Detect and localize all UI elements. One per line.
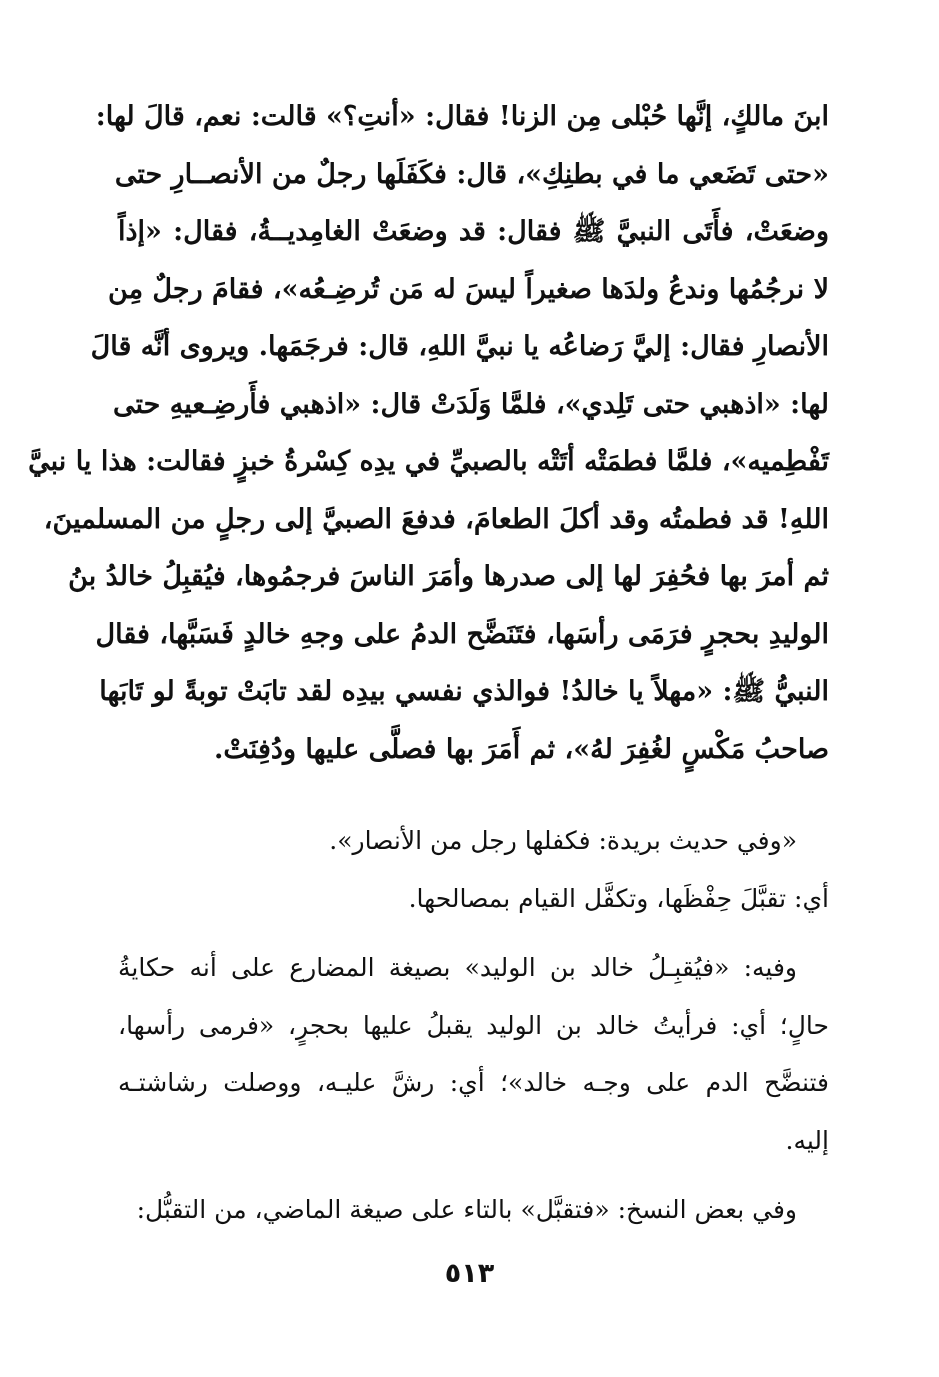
spacer bbox=[118, 778, 829, 812]
hadith-line: ثم أمرَ بها فحُفِرَ لها إلى صدرها وأمَرَ الناسَ فرجمُوها، فيُقبِلُ خالدُ بنُ bbox=[68, 561, 829, 592]
spacer bbox=[118, 927, 829, 939]
commentary-line: حالٍ؛ أي: فرأيتُ خالد بن الوليد يقبلُ عليها بحجرٍ، «فرمى رأسها، bbox=[118, 1010, 829, 1040]
commentary-line: إليه. bbox=[785, 1125, 829, 1155]
page-number: ٥١٣ bbox=[444, 1258, 495, 1289]
hadith-line: «حتى تَضَعي ما في بطنِكِ»، قال: فكَفَلَها رجلٌ من الأنصــارِ حتى bbox=[114, 158, 829, 190]
hadith-line: تَفْطِميه»، فلمَّا فطمَتْه أتَتْه بالصبيِّ في يدِه كِسْرةُ خبزٍ فقالت: هذا يا نبيَّ bbox=[28, 446, 829, 477]
page-body bbox=[28, 88, 829, 1239]
hadith-line: صاحبُ مَكْسٍ لغُفِرَ لهُ»، ثم أَمَرَ بها فصلَّى عليها ودُفِنَتْ. bbox=[213, 733, 829, 765]
commentary-paragraph: وفي بعض النسخ: «فتقبَّل» بالتاء على صيغة الماضي، من التقبُّل: bbox=[136, 1195, 797, 1224]
spacer bbox=[118, 1169, 829, 1181]
commentary-paragraph: «وفي حديث بريدة: فكفلها رجل من الأنصار». bbox=[329, 826, 797, 855]
hadith-line: الوليدِ بحجرٍ فرَمَى رأسَها، فتَنَضَّح الدمُ على وجهِ خالدٍ فَسَبَّها، فقال bbox=[95, 618, 829, 650]
commentary-line: فتنضَّح الدم على وجـه خالد»؛ أي: رشَّ عليـه، ووصلت رشاشتـه bbox=[118, 1068, 829, 1097]
hadith-line: النبيُّ ﷺ: «مهلاً يا خالدُ! فوالذي نفسي بيدِه لقد تابَتْ توبةً لو تَابَها bbox=[99, 676, 829, 707]
hadith-line: لها: «اذهبي حتى تَلِدي»، فلمَّا وَلَدَتْ قال: «اذهبي فأَرضِـعيهِ حتى bbox=[113, 388, 829, 420]
hadith-line: الأنصارِ فقال: إليَّ رَضاعُه يا نبيَّ اللهِ، قال: فرجَمَها. ويروى أنَّه قالَ bbox=[90, 331, 829, 362]
hadith-line: وضعَتْ، فأَتَى النبيَّ ﷺ فقال: قد وضعَتْ الغامِديــةُ، فقال: «إذاً bbox=[118, 216, 829, 247]
commentary-block bbox=[118, 812, 829, 1239]
hadith-line: ابنَ مالكٍ، إنَّها حُبْلى مِن الزنا! فقال: «أنتِ؟» قالت: نعم، قالَ لها: bbox=[95, 101, 829, 132]
hadith-line: لا نرجُمُها وندعُ ولدَها صغيراً ليسَ له مَن تُرضِـعُه»، فقامَ رجلٌ مِن bbox=[108, 273, 829, 305]
commentary-line: وفيه: «فيُقبِـلُ خالد بن الوليد» بصيغة المضارع على أنه حكايةُ bbox=[118, 953, 797, 982]
commentary-paragraph: أي: تقبَّلَ حِفْظَها، وتكفَّل القيام بمصالحها. bbox=[408, 883, 829, 913]
hadith-text-block bbox=[28, 88, 829, 778]
hadith-line: اللهِ! قد فطمتُه وقد أكلَ الطعامَ، فدفعَ الصبيَّ إلى رجلٍ من المسلمينَ، bbox=[43, 503, 829, 535]
